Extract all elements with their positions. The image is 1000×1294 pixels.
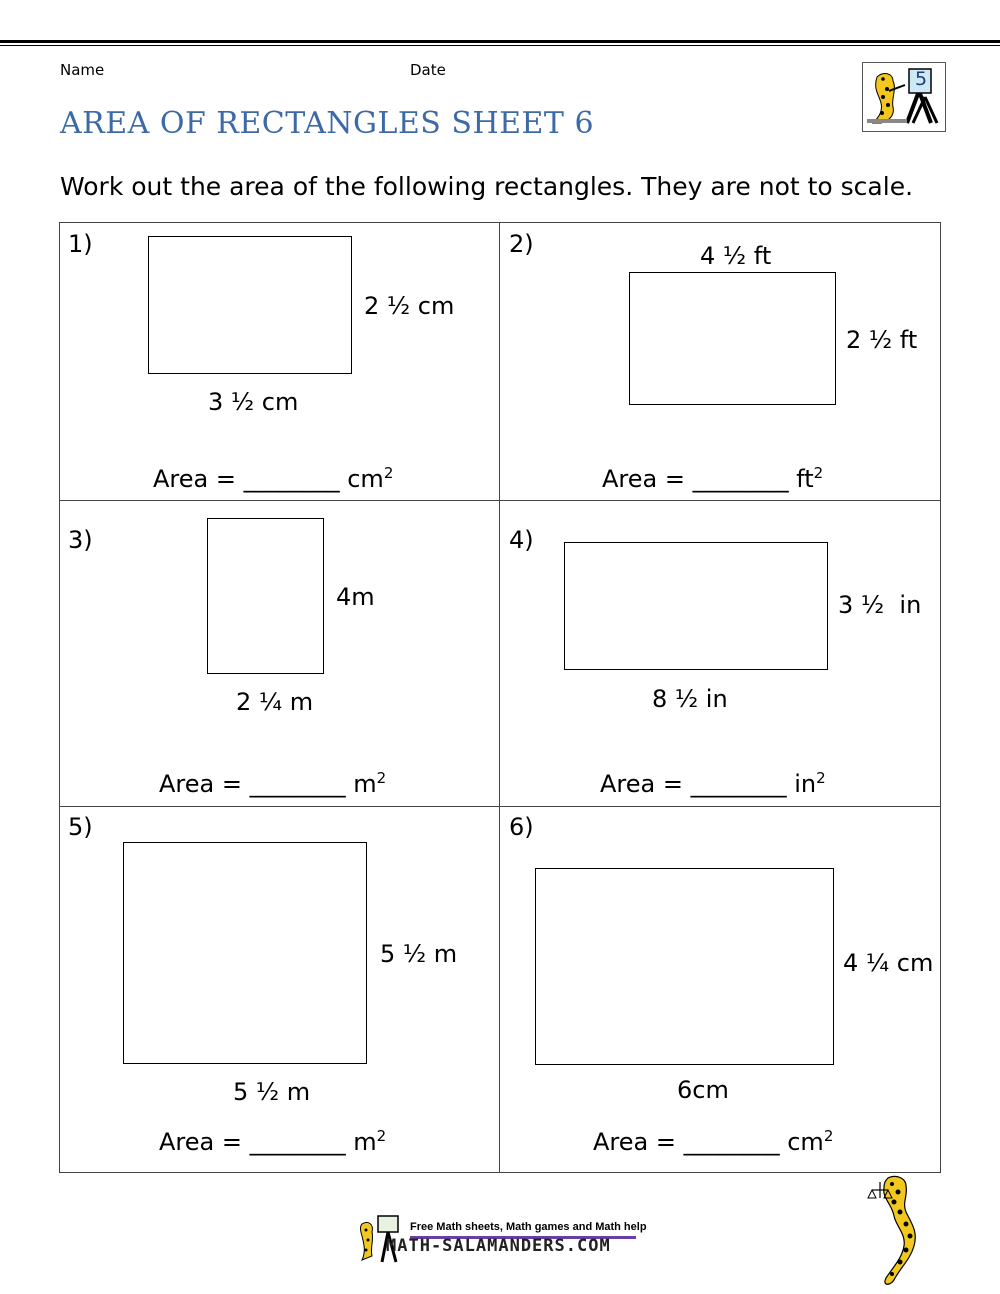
width-label: 4 ½ ft (700, 242, 772, 270)
area-answer-line (593, 1128, 833, 1156)
top-rule (0, 40, 1000, 43)
question-number: 1) (68, 230, 93, 258)
area-label: Area = ________ m (159, 1128, 377, 1156)
area-label: Area = ________ in (600, 770, 817, 798)
width-label: 8 ½ in (652, 685, 728, 713)
page-title: AREA OF RECTANGLES SHEET 6 (60, 106, 595, 141)
width-label: 6cm (677, 1076, 729, 1104)
rectangle-shape (564, 542, 828, 670)
area-answer-line (159, 1128, 386, 1156)
question-number: 5) (68, 813, 93, 841)
height-label: 3 ½ in (838, 591, 922, 619)
area-label: Area = ________ m (159, 770, 377, 798)
rectangle-shape (123, 842, 367, 1064)
name-label: Name (60, 61, 105, 79)
area-exponent: 2 (816, 769, 826, 787)
area-label: Area = ________ ft (602, 465, 814, 493)
rectangle-shape (148, 236, 352, 374)
footer-brand: MATH-SALAMANDERS.COM (386, 1236, 611, 1256)
question-number: 3) (68, 526, 93, 554)
area-label: Area = ________ cm (593, 1128, 824, 1156)
rectangle-shape (535, 868, 834, 1065)
grid-divider-row1 (59, 500, 941, 501)
question-number: 4) (509, 526, 534, 554)
area-exponent: 2 (813, 464, 824, 482)
grade-badge: 5 (914, 68, 928, 90)
width-label: 3 ½ cm (208, 388, 299, 416)
area-answer-line (153, 465, 393, 493)
area-answer-line (159, 770, 386, 798)
grade-logo (862, 62, 946, 132)
rectangle-shape (629, 272, 836, 405)
salamander-mascot-icon (866, 1172, 938, 1290)
instructions: Work out the area of the following rectangles. They are not to scale. (60, 172, 914, 201)
area-label: Area = ________ cm (153, 465, 384, 493)
area-exponent: 2 (376, 1127, 387, 1145)
area-answer-line (600, 770, 826, 798)
question-number: 2) (509, 230, 534, 258)
area-answer-line (602, 465, 823, 493)
top-rule-thin (0, 45, 1000, 46)
rectangle-shape (207, 518, 324, 674)
footer-tagline: Free Math sheets, Math games and Math help (410, 1221, 647, 1233)
grid-divider-row2 (59, 806, 941, 807)
width-label: 5 ½ m (233, 1078, 311, 1106)
date-label: Date (410, 61, 446, 79)
area-exponent: 2 (383, 464, 394, 482)
salamander-icon (863, 63, 945, 131)
area-exponent: 2 (823, 1127, 834, 1145)
height-label: 2 ½ ft (846, 326, 918, 354)
question-number: 6) (509, 813, 534, 841)
grid-divider-vertical (499, 222, 500, 1173)
width-label: 2 ¼ m (236, 688, 314, 716)
height-label: 2 ½ cm (364, 292, 455, 320)
height-label: 5 ½ m (380, 940, 458, 968)
height-label: 4m (336, 583, 375, 611)
height-label: 4 ¼ cm (843, 949, 934, 977)
area-exponent: 2 (376, 769, 387, 787)
